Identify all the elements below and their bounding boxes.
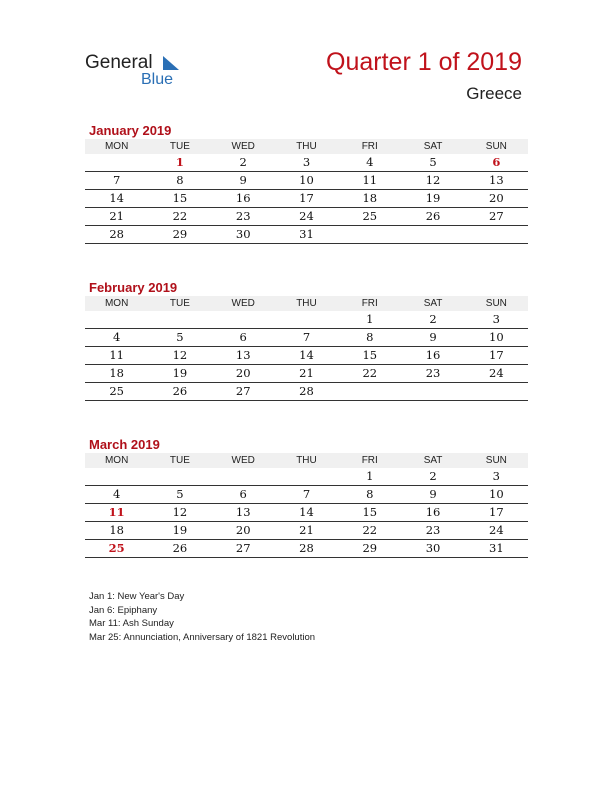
day-cell: 23 — [212, 208, 275, 226]
month-title: January 2019 — [89, 123, 172, 138]
empty-day-cell — [275, 311, 338, 329]
day-cell: 26 — [401, 208, 464, 226]
day-cell: 12 — [148, 347, 211, 365]
day-cell: 10 — [465, 486, 528, 504]
holiday-day-cell: 11 — [85, 504, 148, 522]
week-row — [85, 329, 528, 347]
day-cell: 7 — [275, 486, 338, 504]
month-block-january — [85, 122, 528, 244]
weekday-header: WED — [212, 296, 275, 311]
weekday-header-row — [85, 453, 528, 468]
day-cell: 5 — [401, 154, 464, 172]
day-cell: 5 — [148, 486, 211, 504]
weekday-header: TUE — [148, 453, 211, 468]
day-cell: 18 — [338, 190, 401, 208]
weekday-header: TUE — [148, 296, 211, 311]
day-cell: 14 — [85, 190, 148, 208]
day-cell: 9 — [212, 172, 275, 190]
week-row — [85, 522, 528, 540]
day-cell: 27 — [465, 208, 528, 226]
day-cell: 19 — [401, 190, 464, 208]
day-cell: 20 — [212, 522, 275, 540]
day-cell: 3 — [275, 154, 338, 172]
calendar-table — [85, 296, 528, 401]
week-row — [85, 504, 528, 522]
day-cell: 15 — [148, 190, 211, 208]
day-cell: 8 — [338, 329, 401, 347]
day-cell: 31 — [275, 226, 338, 244]
week-row — [85, 347, 528, 365]
day-cell: 4 — [338, 154, 401, 172]
holiday-day-cell: 6 — [465, 154, 528, 172]
day-cell: 31 — [465, 540, 528, 558]
day-cell: 15 — [338, 347, 401, 365]
week-row — [85, 540, 528, 558]
week-row — [85, 383, 528, 401]
weekday-header: THU — [275, 139, 338, 154]
weekday-header: MON — [85, 453, 148, 468]
logo-word-general: General — [85, 52, 153, 73]
day-cell: 8 — [338, 486, 401, 504]
weekday-header-row — [85, 139, 528, 154]
week-row — [85, 154, 528, 172]
day-cell: 14 — [275, 504, 338, 522]
day-cell: 23 — [401, 365, 464, 383]
generalblue-logo — [85, 52, 195, 92]
day-cell: 4 — [85, 486, 148, 504]
day-cell: 27 — [212, 540, 275, 558]
day-cell: 17 — [465, 504, 528, 522]
empty-day-cell — [275, 468, 338, 486]
day-cell: 25 — [338, 208, 401, 226]
weekday-header: SUN — [465, 296, 528, 311]
weekday-header: WED — [212, 453, 275, 468]
day-cell: 24 — [465, 522, 528, 540]
weekday-header: MON — [85, 139, 148, 154]
weekday-header: WED — [212, 139, 275, 154]
day-cell: 21 — [85, 208, 148, 226]
month-title: March 2019 — [89, 437, 160, 452]
day-cell: 21 — [275, 522, 338, 540]
day-cell: 22 — [148, 208, 211, 226]
day-cell: 27 — [212, 383, 275, 401]
empty-day-cell — [85, 468, 148, 486]
day-cell: 23 — [401, 522, 464, 540]
month-block-march — [85, 436, 528, 558]
day-cell: 21 — [275, 365, 338, 383]
week-row — [85, 226, 528, 244]
day-cell: 1 — [338, 311, 401, 329]
day-cell: 28 — [275, 383, 338, 401]
day-cell: 24 — [465, 365, 528, 383]
day-cell: 16 — [401, 504, 464, 522]
day-cell: 17 — [275, 190, 338, 208]
day-cell: 14 — [275, 347, 338, 365]
empty-day-cell — [401, 226, 464, 244]
weekday-header: SUN — [465, 139, 528, 154]
week-row — [85, 311, 528, 329]
day-cell: 9 — [401, 329, 464, 347]
day-cell: 25 — [85, 383, 148, 401]
day-cell: 3 — [465, 468, 528, 486]
week-row — [85, 486, 528, 504]
day-cell: 19 — [148, 365, 211, 383]
weekday-header: FRI — [338, 296, 401, 311]
day-cell: 13 — [212, 504, 275, 522]
weekday-header: SAT — [401, 139, 464, 154]
day-cell: 10 — [465, 329, 528, 347]
day-cell: 2 — [212, 154, 275, 172]
weekday-header: SUN — [465, 453, 528, 468]
empty-day-cell — [85, 154, 148, 172]
empty-day-cell — [85, 311, 148, 329]
empty-day-cell — [148, 468, 211, 486]
weekday-header: FRI — [338, 139, 401, 154]
month-title: February 2019 — [89, 280, 178, 295]
day-cell: 29 — [148, 226, 211, 244]
day-cell: 26 — [148, 540, 211, 558]
weekday-header: SAT — [401, 296, 464, 311]
month-block-february — [85, 279, 528, 401]
day-cell: 7 — [275, 329, 338, 347]
day-cell: 28 — [275, 540, 338, 558]
day-cell: 15 — [338, 504, 401, 522]
day-cell: 13 — [465, 172, 528, 190]
weekday-header: MON — [85, 296, 148, 311]
day-cell: 10 — [275, 172, 338, 190]
day-cell: 12 — [401, 172, 464, 190]
empty-day-cell — [212, 468, 275, 486]
day-cell: 3 — [465, 311, 528, 329]
day-cell: 4 — [85, 329, 148, 347]
weekday-header: THU — [275, 296, 338, 311]
holiday-day-cell: 25 — [85, 540, 148, 558]
week-row — [85, 172, 528, 190]
holiday-note: Mar 11: Ash Sunday — [89, 618, 174, 629]
country-name: Greece — [466, 84, 522, 103]
day-cell: 19 — [148, 522, 211, 540]
day-cell: 18 — [85, 522, 148, 540]
day-cell: 8 — [148, 172, 211, 190]
empty-day-cell — [338, 383, 401, 401]
day-cell: 7 — [85, 172, 148, 190]
empty-day-cell — [212, 311, 275, 329]
day-cell: 11 — [338, 172, 401, 190]
day-cell: 6 — [212, 329, 275, 347]
day-cell: 16 — [401, 347, 464, 365]
calendar-table — [85, 139, 528, 244]
day-cell: 24 — [275, 208, 338, 226]
day-cell: 9 — [401, 486, 464, 504]
day-cell: 2 — [401, 468, 464, 486]
empty-day-cell — [465, 226, 528, 244]
empty-day-cell — [401, 383, 464, 401]
day-cell: 29 — [338, 540, 401, 558]
day-cell: 17 — [465, 347, 528, 365]
week-row — [85, 468, 528, 486]
day-cell: 12 — [148, 504, 211, 522]
weekday-header: TUE — [148, 139, 211, 154]
holiday-notes — [89, 590, 315, 644]
day-cell: 22 — [338, 522, 401, 540]
holiday-day-cell: 1 — [148, 154, 211, 172]
empty-day-cell — [148, 311, 211, 329]
empty-day-cell — [465, 383, 528, 401]
week-row — [85, 365, 528, 383]
holiday-note: Jan 1: New Year's Day — [89, 591, 185, 602]
day-cell: 16 — [212, 190, 275, 208]
holiday-note: Mar 25: Annunciation, Anniversary of 1821 Revolution — [89, 631, 316, 643]
day-cell: 18 — [85, 365, 148, 383]
day-cell: 20 — [212, 365, 275, 383]
logo-word-blue: Blue — [141, 71, 174, 88]
day-cell: 1 — [338, 468, 401, 486]
weekday-header: THU — [275, 453, 338, 468]
day-cell: 5 — [148, 329, 211, 347]
weekday-header: SAT — [401, 453, 464, 468]
week-row — [85, 208, 528, 226]
holiday-note: Jan 6: Epiphany — [89, 604, 158, 616]
logo-triangle-icon — [161, 55, 181, 71]
day-cell: 2 — [401, 311, 464, 329]
day-cell: 11 — [85, 347, 148, 365]
calendar-table — [85, 453, 528, 558]
week-row — [85, 190, 528, 208]
day-cell: 6 — [212, 486, 275, 504]
day-cell: 22 — [338, 365, 401, 383]
day-cell: 20 — [465, 190, 528, 208]
page-title: Quarter 1 of 2019 — [326, 48, 522, 76]
day-cell: 28 — [85, 226, 148, 244]
day-cell: 13 — [212, 347, 275, 365]
weekday-header: FRI — [338, 453, 401, 468]
weekday-header-row — [85, 296, 528, 311]
day-cell: 30 — [401, 540, 464, 558]
day-cell: 30 — [212, 226, 275, 244]
day-cell: 26 — [148, 383, 211, 401]
empty-day-cell — [338, 226, 401, 244]
